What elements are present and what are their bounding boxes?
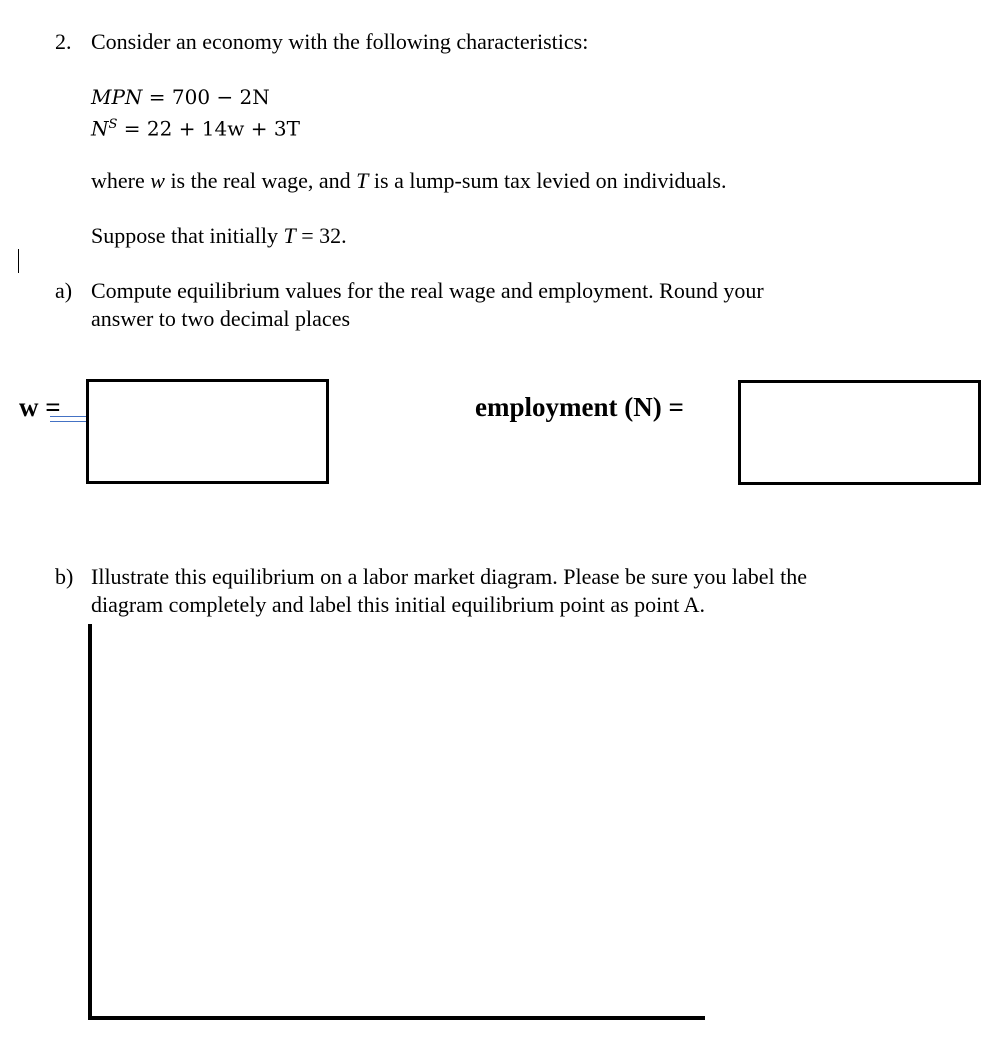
suppose-text-1: Suppose that initially xyxy=(91,223,284,248)
where-line xyxy=(91,167,726,195)
where-text-2: is the real wage, and xyxy=(164,168,357,193)
employment-answer-box[interactable] xyxy=(738,380,981,485)
where-text-1: where xyxy=(91,168,151,193)
part-b-label: b) xyxy=(55,564,74,589)
question-number: 2. xyxy=(55,29,72,54)
var-t-initial: T xyxy=(283,223,296,248)
equation-ns-rhs: = 22 + 14w + 3T xyxy=(123,116,300,141)
part-a-line1: Compute equilibrium values for the real wage and employment. Round your xyxy=(91,278,764,303)
equation-mpn-lhs: MPN xyxy=(91,85,143,109)
suppose-text-2: = 32. xyxy=(295,223,347,248)
equation-ns xyxy=(91,111,300,143)
part-a-line2: answer to two decimal places xyxy=(91,306,351,331)
w-label: w = xyxy=(19,392,61,422)
part-a-label: a) xyxy=(55,278,73,303)
suppose-line xyxy=(91,222,347,250)
equation-mpn xyxy=(91,83,270,111)
part-b-line2: diagram completely and label this initial equilibrium point as point A. xyxy=(91,592,706,617)
equation-ns-lhs: N xyxy=(91,116,109,141)
diagram-x-axis xyxy=(88,1016,705,1020)
where-text-3: is a lump-sum tax levied on individuals. xyxy=(368,168,727,193)
var-w: w xyxy=(150,168,165,193)
question-intro: Consider an economy with the following characteristics: xyxy=(91,29,589,54)
text-cursor xyxy=(18,249,19,273)
employment-label: employment (N) = xyxy=(475,392,684,422)
w-label-underline xyxy=(50,416,87,422)
w-answer-box[interactable] xyxy=(86,379,329,484)
part-b-line1: Illustrate this equilibrium on a labor market diagram. Please be sure you label the xyxy=(91,564,808,589)
var-t: T xyxy=(356,168,369,193)
equation-mpn-rhs: = 700 − 2N xyxy=(148,85,270,109)
equation-ns-sup: S xyxy=(108,117,118,132)
diagram-y-axis xyxy=(88,624,92,1020)
